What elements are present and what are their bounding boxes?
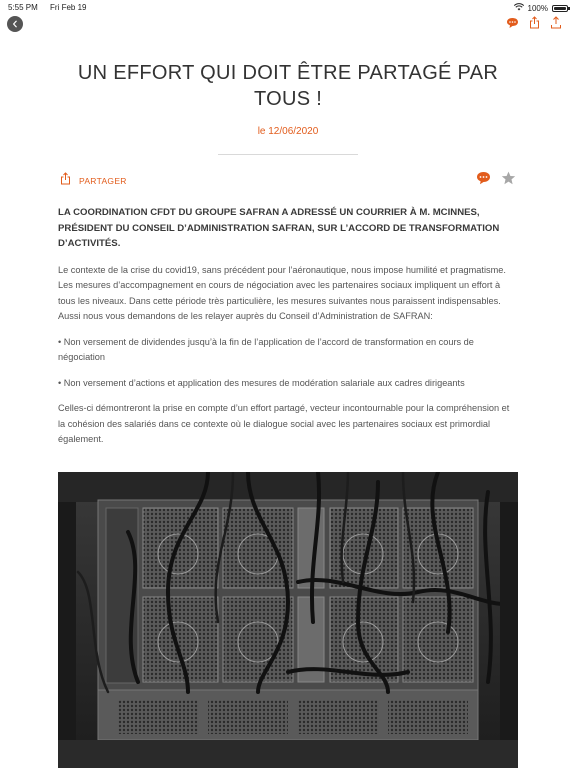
article-body bbox=[58, 205, 518, 458]
article-lead: LA COORDINATION CFDT DU GROUPE SAFRAN A ADRESSÉ UN COURRIER À M. MCINNES, PRÉSIDENT DU CONSEIL D’ADMINISTRATION SAFRAN, SUR L’ACCORD DE TRANSFORMATION D’ACTIVITÉS. bbox=[58, 207, 500, 249]
title-divider bbox=[218, 154, 358, 155]
comment-icon[interactable] bbox=[506, 16, 519, 34]
server-rack-photo bbox=[58, 472, 518, 768]
wifi-icon bbox=[514, 3, 524, 13]
share-icon bbox=[60, 172, 71, 190]
article-paragraph: • Non versement d’actions et application des mesures de modération salariale aux cadres dirigeants bbox=[58, 377, 465, 388]
back-button[interactable] bbox=[7, 16, 23, 32]
chevron-left-icon bbox=[11, 15, 19, 33]
share-button[interactable] bbox=[60, 172, 127, 190]
share-label: PARTAGER bbox=[79, 176, 127, 186]
article-actions-right bbox=[476, 171, 516, 190]
article-paragraph: Celles-ci démontreront la prise en compte d’un effort partagé, vecteur incontournable pour la compréhension et la cohésion des salariés dans ce contexte où le dialogue social avec les partenaires sociaux est primordial également. bbox=[58, 403, 510, 444]
battery-icon bbox=[552, 5, 568, 12]
article-actions bbox=[60, 171, 516, 189]
star-icon[interactable] bbox=[501, 171, 516, 190]
article-paragraph: Le contexte de la crise du covid19, sans précédent pour l’aéronautique, nous impose humilité et pragmatisme. Les mesures d’accompagnement en cours de négociation avec les partenaires sociaux impliquent un effort à tous les niveaux. Dans cette période très particulière, les mesures suivantes nous paraissent indispensables. Aussi nous vous demandons de les relayer auprès du Conseil d’Administration de SAFRAN: bbox=[58, 264, 506, 321]
share-icon[interactable] bbox=[529, 16, 540, 34]
article-paragraph: • Non versement de dividendes jusqu’à la fin de l’application de l’accord de transformation en cours de négociation bbox=[58, 336, 474, 362]
upload-icon[interactable] bbox=[550, 16, 562, 34]
article-date: le 12/06/2020 bbox=[257, 126, 319, 137]
nav-actions bbox=[506, 16, 562, 34]
status-date: Fri Feb 19 bbox=[50, 3, 87, 12]
nav-bar bbox=[0, 14, 576, 36]
status-right bbox=[514, 3, 568, 13]
comment-icon[interactable] bbox=[476, 171, 491, 190]
article-header bbox=[70, 60, 506, 155]
status-left bbox=[8, 3, 97, 12]
status-time: 5:55 PM bbox=[8, 3, 38, 12]
status-bar bbox=[0, 0, 576, 14]
battery-level: 100% bbox=[527, 3, 548, 13]
article-title: UN EFFORT QUI DOIT ÊTRE PARTAGÉ PAR TOUS ! bbox=[77, 62, 499, 110]
article-image bbox=[58, 472, 518, 768]
